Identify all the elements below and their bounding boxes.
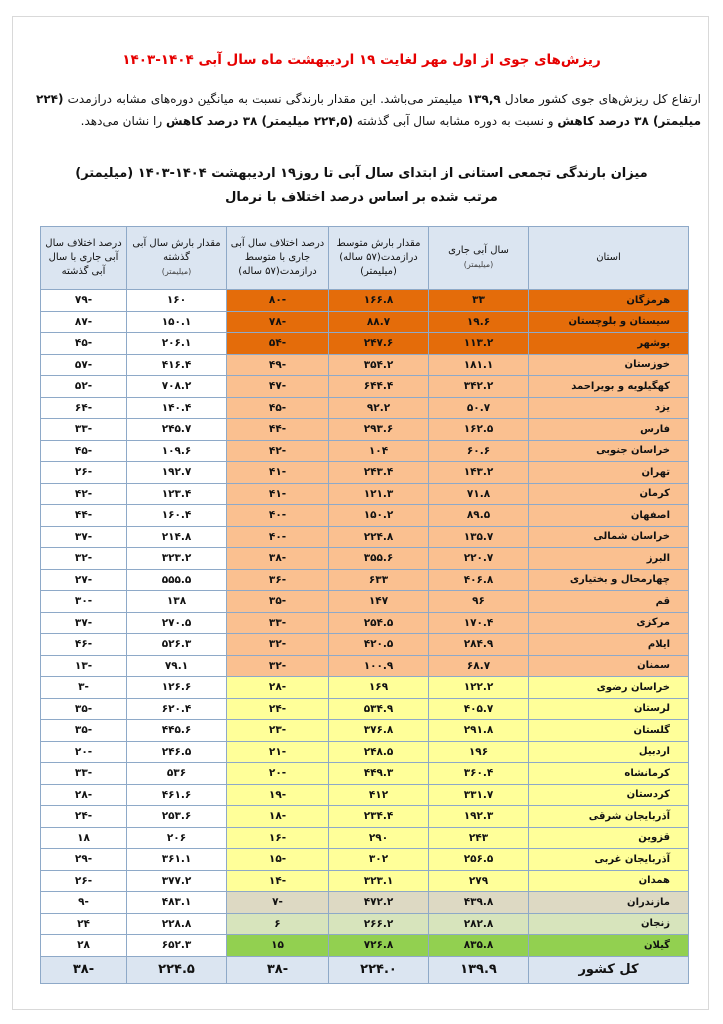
province-cell: ایلام	[529, 634, 689, 656]
longterm-cell: ۱۵۰.۲	[329, 505, 429, 527]
province-cell: خراسان رضوی	[529, 677, 689, 699]
current-cell: ۸۹.۵	[429, 505, 529, 527]
current-cell: ۲۴۳	[429, 827, 529, 849]
lastyear-cell: ۷۹.۱	[127, 655, 227, 677]
lastyear-cell: ۱۶۰.۴	[127, 505, 227, 527]
province-cell: گیلان	[529, 935, 689, 957]
diff-longterm-cell: -۳۶	[227, 569, 329, 591]
diff-lastyear-cell: -۲۹	[41, 849, 127, 871]
header-lastyear: مقدار بارش سال آبی گذشته (میلیمتر)	[127, 227, 227, 290]
table-row	[41, 462, 689, 484]
lastyear-cell: ۲۴۶.۵	[127, 741, 227, 763]
table-header-row	[41, 227, 689, 290]
diff-lastyear-cell: -۳۵	[41, 698, 127, 720]
header-current: سال آبی جاری (میلیمتر)	[429, 227, 529, 290]
lastyear-cell: ۲۴۵.۷	[127, 419, 227, 441]
diff-longterm-cell: -۲۰	[227, 763, 329, 785]
diff-longterm-cell: -۴۱	[227, 462, 329, 484]
current-cell: ۱۶۲.۵	[429, 419, 529, 441]
table-row	[41, 634, 689, 656]
diff-lastyear-cell: -۳۳	[41, 419, 127, 441]
total-diff-lastyear: -۳۸	[41, 956, 127, 983]
diff-longterm-cell: -۳۲	[227, 634, 329, 656]
total-longterm: ۲۲۴.۰	[329, 956, 429, 983]
table-row	[41, 419, 689, 441]
longterm-cell: ۶۴۴.۴	[329, 376, 429, 398]
current-cell: ۳۳۱.۷	[429, 784, 529, 806]
province-cell: کرمان	[529, 483, 689, 505]
current-cell: ۲۹۱.۸	[429, 720, 529, 742]
province-cell: قم	[529, 591, 689, 613]
longterm-cell: ۳۰۲	[329, 849, 429, 871]
longterm-cell: ۱۰۴	[329, 440, 429, 462]
lastyear-cell: ۱۲۶.۶	[127, 677, 227, 699]
table-row	[41, 333, 689, 355]
lastyear-cell: ۴۶۱.۶	[127, 784, 227, 806]
lastyear-cell: ۵۵۵.۵	[127, 569, 227, 591]
longterm-cell: ۵۳۴.۹	[329, 698, 429, 720]
diff-longterm-cell: -۴۱	[227, 483, 329, 505]
diff-lastyear-cell: -۲۰	[41, 741, 127, 763]
diff-longterm-cell: -۴۰	[227, 505, 329, 527]
province-cell: همدان	[529, 870, 689, 892]
total-lastyear: ۲۲۴.۵	[127, 956, 227, 983]
lastyear-cell: ۲۱۴.۸	[127, 526, 227, 548]
lastyear-cell: ۱۵۰.۱	[127, 311, 227, 333]
current-cell: ۱۲۲.۲	[429, 677, 529, 699]
province-cell: خراسان شمالی	[529, 526, 689, 548]
longterm-cell: ۷۲۶.۸	[329, 935, 429, 957]
lastyear-cell: ۳۲۳.۲	[127, 548, 227, 570]
intro-total-value: ۱۳۹,۹	[466, 92, 501, 106]
table-row	[41, 397, 689, 419]
current-cell: ۳۳	[429, 290, 529, 312]
lastyear-cell: ۱۲۳.۴	[127, 483, 227, 505]
diff-longterm-cell: -۱۵	[227, 849, 329, 871]
diff-lastyear-cell: ۲۴	[41, 913, 127, 935]
province-cell: یزد	[529, 397, 689, 419]
diff-lastyear-cell: -۴۶	[41, 634, 127, 656]
longterm-cell: ۲۴۷.۶	[329, 333, 429, 355]
diff-longterm-cell: -۱۶	[227, 827, 329, 849]
lastyear-cell: ۱۴۰.۴	[127, 397, 227, 419]
lastyear-cell: ۳۶۱.۱	[127, 849, 227, 871]
lastyear-cell: ۱۳۸	[127, 591, 227, 613]
diff-lastyear-cell: -۸۷	[41, 311, 127, 333]
table-row	[41, 677, 689, 699]
diff-lastyear-cell: -۳۲	[41, 548, 127, 570]
current-cell: ۱۳۵.۷	[429, 526, 529, 548]
total-diff-longterm: -۳۸	[227, 956, 329, 983]
longterm-cell: ۴۱۲	[329, 784, 429, 806]
province-cell: مرکزی	[529, 612, 689, 634]
current-cell: ۱۸۱.۱	[429, 354, 529, 376]
longterm-cell: ۳۵۴.۲	[329, 354, 429, 376]
table-row	[41, 741, 689, 763]
table-row	[41, 526, 689, 548]
intro-text-4: را نشان می‌دهد.	[80, 114, 166, 128]
diff-longterm-cell: -۱۴	[227, 870, 329, 892]
lastyear-cell: ۱۶۰	[127, 290, 227, 312]
province-cell: کرمانشاه	[529, 763, 689, 785]
province-cell: خراسان جنوبی	[529, 440, 689, 462]
province-cell: کردستان	[529, 784, 689, 806]
lastyear-cell: ۳۷۷.۲	[127, 870, 227, 892]
lastyear-cell: ۲۵۳.۶	[127, 806, 227, 828]
header-diff-lastyear: درصد اختلاف سال آبی جاری با سال آبی گذشته	[41, 227, 127, 290]
diff-longterm-cell: -۳۲	[227, 655, 329, 677]
longterm-cell: ۲۲۴.۸	[329, 526, 429, 548]
diff-longterm-cell: -۲۱	[227, 741, 329, 763]
longterm-cell: ۲۵۴.۵	[329, 612, 429, 634]
current-cell: ۱۱۳.۲	[429, 333, 529, 355]
table-row	[41, 655, 689, 677]
longterm-cell: ۲۶۶.۲	[329, 913, 429, 935]
longterm-cell: ۴۷۲.۲	[329, 892, 429, 914]
province-cell: کهگیلویه و بویراحمد	[529, 376, 689, 398]
table-row	[41, 720, 689, 742]
lastyear-cell: ۲۲۸.۸	[127, 913, 227, 935]
intro-lastyear-value: (۲۲۴,۵ میلیمتر) ۳۸ درصد کاهش	[165, 114, 354, 128]
diff-lastyear-cell: -۵۲	[41, 376, 127, 398]
table-row	[41, 849, 689, 871]
subtitle-line-1: میزان بارندگی تجمعی استانی از ابتدای سال آبی تا روز۱۹ اردیبهشت ۱۴۰۴-۱۴۰۳ (میلیمتر)	[75, 166, 648, 181]
lastyear-cell: ۶۲۰.۴	[127, 698, 227, 720]
diff-longterm-cell: -۲۳	[227, 720, 329, 742]
intro-longterm-value: (۲۲۴ میلیمتر) ۳۸ درصد کاهش	[36, 92, 701, 128]
longterm-cell: ۲۹۳.۶	[329, 419, 429, 441]
current-cell: ۴۰۵.۷	[429, 698, 529, 720]
province-cell: سیستان و بلوچستان	[529, 311, 689, 333]
table-row	[41, 290, 689, 312]
diff-lastyear-cell: -۳	[41, 677, 127, 699]
diff-longterm-cell: -۴۲	[227, 440, 329, 462]
current-cell: ۲۸۴.۹	[429, 634, 529, 656]
current-cell: ۳۴۲.۲	[429, 376, 529, 398]
table-row	[41, 870, 689, 892]
province-cell: فارس	[529, 419, 689, 441]
intro-text-1: ارتفاع کل ریزش‌های جوی کشور معادل	[500, 92, 702, 106]
diff-lastyear-cell: -۱۳	[41, 655, 127, 677]
diff-longterm-cell: -۴۵	[227, 397, 329, 419]
table-row	[41, 763, 689, 785]
diff-longterm-cell: -۱۹	[227, 784, 329, 806]
total-current: ۱۳۹.۹	[429, 956, 529, 983]
longterm-cell: ۱۲۱.۳	[329, 483, 429, 505]
current-cell: ۲۷۹	[429, 870, 529, 892]
longterm-cell: ۱۴۷	[329, 591, 429, 613]
current-cell: ۴۰۶.۸	[429, 569, 529, 591]
diff-lastyear-cell: ۲۸	[41, 935, 127, 957]
diff-lastyear-cell: -۷۹	[41, 290, 127, 312]
current-cell: ۱۹۶	[429, 741, 529, 763]
table-row	[41, 784, 689, 806]
diff-longterm-cell: -۴۰	[227, 526, 329, 548]
diff-lastyear-cell: -۶۴	[41, 397, 127, 419]
lastyear-cell: ۵۳۶	[127, 763, 227, 785]
table-row	[41, 354, 689, 376]
diff-longterm-cell: -۷	[227, 892, 329, 914]
lastyear-cell: ۲۰۶	[127, 827, 227, 849]
longterm-cell: ۹۲.۲	[329, 397, 429, 419]
diff-longterm-cell: -۴۴	[227, 419, 329, 441]
table-row	[41, 548, 689, 570]
diff-lastyear-cell: ۱۸	[41, 827, 127, 849]
intro-text-3: و نسبت به دوره مشابه سال آبی گذشته	[353, 114, 558, 128]
total-province: کل کشور	[529, 956, 689, 983]
diff-lastyear-cell: -۳۷	[41, 526, 127, 548]
current-cell: ۸۳۵.۸	[429, 935, 529, 957]
province-cell: البرز	[529, 548, 689, 570]
longterm-cell: ۱۶۹	[329, 677, 429, 699]
diff-longterm-cell: -۳۸	[227, 548, 329, 570]
table-row	[41, 569, 689, 591]
lastyear-cell: ۴۱۶.۴	[127, 354, 227, 376]
diff-lastyear-cell: -۲۴	[41, 806, 127, 828]
current-cell: ۳۶۰.۴	[429, 763, 529, 785]
table-row	[41, 591, 689, 613]
diff-longterm-cell: -۵۴	[227, 333, 329, 355]
table-row	[41, 892, 689, 914]
current-cell: ۴۳۹.۸	[429, 892, 529, 914]
diff-lastyear-cell: -۳۷	[41, 612, 127, 634]
table-row	[41, 483, 689, 505]
table-row	[41, 806, 689, 828]
current-cell: ۱۹۲.۳	[429, 806, 529, 828]
diff-lastyear-cell: -۴۵	[41, 440, 127, 462]
longterm-cell: ۳۵۵.۶	[329, 548, 429, 570]
lastyear-cell: ۴۸۳.۱	[127, 892, 227, 914]
province-cell: مازندران	[529, 892, 689, 914]
province-cell: تهران	[529, 462, 689, 484]
longterm-cell: ۶۳۳	[329, 569, 429, 591]
table-row	[41, 440, 689, 462]
province-cell: آذربایجان غربی	[529, 849, 689, 871]
diff-longterm-cell: -۱۸	[227, 806, 329, 828]
diff-lastyear-cell: -۳۳	[41, 763, 127, 785]
longterm-cell: ۱۰۰.۹	[329, 655, 429, 677]
province-cell: بوشهر	[529, 333, 689, 355]
diff-longterm-cell: -۴۷	[227, 376, 329, 398]
current-cell: ۱۷۰.۴	[429, 612, 529, 634]
province-cell: سمنان	[529, 655, 689, 677]
current-cell: ۲۸۲.۸	[429, 913, 529, 935]
diff-lastyear-cell: -۲۷	[41, 569, 127, 591]
table-row	[41, 376, 689, 398]
current-cell: ۱۴۳.۲	[429, 462, 529, 484]
diff-lastyear-cell: -۵۷	[41, 354, 127, 376]
current-cell: ۲۲۰.۷	[429, 548, 529, 570]
header-province: استان	[529, 227, 689, 290]
lastyear-cell: ۷۰۸.۲	[127, 376, 227, 398]
table-row	[41, 311, 689, 333]
province-cell: خوزستان	[529, 354, 689, 376]
diff-longterm-cell: -۳۳	[227, 612, 329, 634]
diff-longterm-cell: -۲۴	[227, 698, 329, 720]
subtitle-line-2: مرتب شده بر اساس درصد اختلاف با نرمال	[225, 190, 498, 205]
lastyear-cell: ۱۹۲.۷	[127, 462, 227, 484]
diff-lastyear-cell: -۳۰	[41, 591, 127, 613]
longterm-cell: ۳۲۳.۱	[329, 870, 429, 892]
diff-lastyear-cell: -۲۸	[41, 784, 127, 806]
diff-longterm-cell: -۳۵	[227, 591, 329, 613]
longterm-cell: ۲۴۸.۵	[329, 741, 429, 763]
lastyear-cell: ۵۲۶.۳	[127, 634, 227, 656]
table-row	[41, 935, 689, 957]
province-cell: آذربایجان شرقی	[529, 806, 689, 828]
current-cell: ۲۵۶.۵	[429, 849, 529, 871]
province-cell: قزوین	[529, 827, 689, 849]
province-cell: گلستان	[529, 720, 689, 742]
diff-longterm-cell: -۲۸	[227, 677, 329, 699]
current-cell: ۱۹.۶	[429, 311, 529, 333]
diff-longterm-cell: ۶	[227, 913, 329, 935]
lastyear-cell: ۶۵۲.۳	[127, 935, 227, 957]
diff-longterm-cell: -۸۰	[227, 290, 329, 312]
current-cell: ۵۰.۷	[429, 397, 529, 419]
diff-lastyear-cell: -۴۵	[41, 333, 127, 355]
diff-longterm-cell: ۱۵	[227, 935, 329, 957]
longterm-cell: ۸۸.۷	[329, 311, 429, 333]
header-longterm: مقدار بارش متوسط درازمدت(۵۷ ساله) (میلیمتر)	[329, 227, 429, 290]
table-row	[41, 913, 689, 935]
province-cell: اصفهان	[529, 505, 689, 527]
longterm-cell: ۱۶۶.۸	[329, 290, 429, 312]
current-cell: ۷۱.۸	[429, 483, 529, 505]
longterm-cell: ۳۷۶.۸	[329, 720, 429, 742]
intro-paragraph	[36, 88, 701, 132]
table-row	[41, 698, 689, 720]
province-cell: زنجان	[529, 913, 689, 935]
province-cell: اردبیل	[529, 741, 689, 763]
table-row	[41, 827, 689, 849]
current-cell: ۶۰.۶	[429, 440, 529, 462]
longterm-cell: ۴۴۹.۳	[329, 763, 429, 785]
diff-lastyear-cell: -۹	[41, 892, 127, 914]
page-title: ریزش‌های جوی از اول مهر لغایت ۱۹ اردیبهشت ماه سال آبی ۱۴۰۴-۱۴۰۳	[122, 52, 601, 68]
lastyear-cell: ۴۴۵.۶	[127, 720, 227, 742]
lastyear-cell: ۲۰۶.۱	[127, 333, 227, 355]
current-cell: ۶۸.۷	[429, 655, 529, 677]
longterm-cell: ۲۹۰	[329, 827, 429, 849]
table-total-row	[41, 956, 689, 983]
table-row	[41, 505, 689, 527]
diff-lastyear-cell: -۲۶	[41, 462, 127, 484]
diff-lastyear-cell: -۲۶	[41, 870, 127, 892]
lastyear-cell: ۲۷۰.۵	[127, 612, 227, 634]
diff-lastyear-cell: -۴۲	[41, 483, 127, 505]
diff-longterm-cell: -۷۸	[227, 311, 329, 333]
rainfall-table	[40, 226, 689, 984]
diff-lastyear-cell: -۳۵	[41, 720, 127, 742]
table-subtitle	[20, 162, 703, 210]
longterm-cell: ۲۴۳.۴	[329, 462, 429, 484]
diff-lastyear-cell: -۴۴	[41, 505, 127, 527]
province-cell: چهارمحال و بختیاری	[529, 569, 689, 591]
province-cell: هرمزگان	[529, 290, 689, 312]
longterm-cell: ۴۲۰.۵	[329, 634, 429, 656]
intro-text-2: میلیمتر می‌باشد. این مقدار بارندگی نسبت به میانگین دوره‌های مشابه درازمدت	[63, 92, 467, 106]
header-diff-longterm: درصد اختلاف سال آبی جاری با متوسط درازمدت(۵۷ ساله)	[227, 227, 329, 290]
province-cell: لرستان	[529, 698, 689, 720]
current-cell: ۹۶	[429, 591, 529, 613]
table-row	[41, 612, 689, 634]
diff-longterm-cell: -۴۹	[227, 354, 329, 376]
lastyear-cell: ۱۰۹.۶	[127, 440, 227, 462]
longterm-cell: ۲۳۴.۴	[329, 806, 429, 828]
